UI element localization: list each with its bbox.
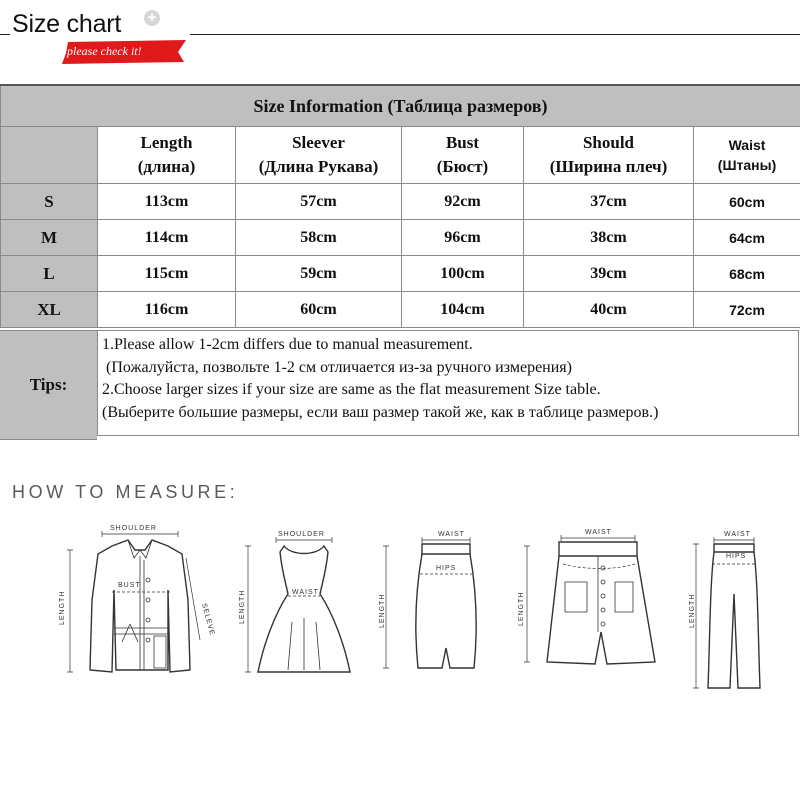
header-rule — [190, 34, 800, 35]
cell-bust: 104cm — [402, 292, 524, 328]
cell-shoulder: 38cm — [524, 220, 694, 256]
shoulder-label: SHOULDER — [278, 531, 325, 538]
size-label: XL — [1, 292, 98, 328]
cell-shoulder: 39cm — [524, 256, 694, 292]
tip-line: (Пожалуйста, позвольте 1-2 см отличается из-за ручного измерения) — [102, 358, 572, 376]
column-header-sleeve: Sleever (Длина Рукава) — [236, 127, 402, 184]
tip-line: 2.Choose larger sizes if your size are same as the flat measurement Size table. — [102, 381, 601, 398]
bust-label: BUST — [118, 582, 141, 589]
cell-bust: 100cm — [402, 256, 524, 292]
size-label: M — [1, 220, 98, 256]
table-row — [1, 292, 800, 328]
cell-length: 115cm — [98, 256, 236, 292]
plus-icon: + — [144, 10, 160, 26]
table-row — [1, 256, 800, 292]
check-badge: please check it! — [67, 44, 142, 58]
cell-waist: 64cm — [694, 220, 800, 256]
size-label: S — [1, 184, 98, 220]
cell-waist: 68cm — [694, 256, 800, 292]
table-title: Size Information (Таблица размеров) — [1, 85, 800, 127]
header-rule-left — [0, 34, 10, 35]
size-table — [0, 84, 800, 328]
length-label: LENGTH — [59, 590, 66, 625]
table-row — [1, 184, 800, 220]
column-header-bust: Bust (Бюст) — [402, 127, 524, 184]
cell-waist: 72cm — [694, 292, 800, 328]
length-label: LENGTH — [379, 593, 386, 628]
pants-diagram — [682, 524, 792, 694]
cell-bust: 92cm — [402, 184, 524, 220]
dress-diagram — [232, 522, 352, 682]
table-header-row — [1, 127, 800, 184]
column-header-waist: Waist (Штаны) — [694, 127, 800, 184]
cell-sleeve: 60cm — [236, 292, 402, 328]
column-header-length: Length (длина) — [98, 127, 236, 184]
cell-length: 113cm — [98, 184, 236, 220]
waist-label: WAIST — [438, 531, 465, 538]
waist-label: WAIST — [724, 531, 751, 538]
table-title-row — [1, 85, 800, 127]
cell-length: 116cm — [98, 292, 236, 328]
sleeve-label: SELEVE — [200, 602, 216, 637]
column-header-shoulder: Should (Ширина плеч) — [524, 127, 694, 184]
size-label: L — [1, 256, 98, 292]
tips-label: Tips: — [0, 330, 97, 440]
jacket-diagram — [50, 520, 220, 690]
waist-label: WAIST — [585, 529, 612, 536]
cell-bust: 96cm — [402, 220, 524, 256]
shorts-diagram — [505, 522, 675, 682]
cell-sleeve: 57cm — [236, 184, 402, 220]
cell-waist: 60cm — [694, 184, 800, 220]
skirt-diagram — [372, 528, 482, 678]
shoulder-label: SHOULDER — [110, 525, 157, 532]
cell-shoulder: 37cm — [524, 184, 694, 220]
page-title: Size chart — [12, 10, 122, 38]
hips-label: HIPS — [726, 553, 747, 560]
cell-sleeve: 58cm — [236, 220, 402, 256]
length-label: LENGTH — [518, 591, 525, 626]
waist-label: WAIST — [292, 589, 319, 596]
how-to-measure-heading: HOW TO MEASURE: — [12, 482, 239, 502]
length-label: LENGTH — [689, 593, 696, 628]
tips-body — [97, 330, 799, 436]
hips-label: HIPS — [436, 565, 457, 572]
table-row — [1, 220, 800, 256]
tip-line: (Выберите большие размеры, если ваш размер такой же, как в таблице размеров.) — [102, 403, 659, 421]
tips-section — [0, 330, 800, 438]
tip-line: 1.Please allow 1-2cm differs due to manual measurement. — [102, 336, 473, 353]
header-corner — [1, 127, 98, 184]
cell-sleeve: 59cm — [236, 256, 402, 292]
cell-shoulder: 40cm — [524, 292, 694, 328]
cell-length: 114cm — [98, 220, 236, 256]
length-label: LENGTH — [239, 589, 246, 624]
